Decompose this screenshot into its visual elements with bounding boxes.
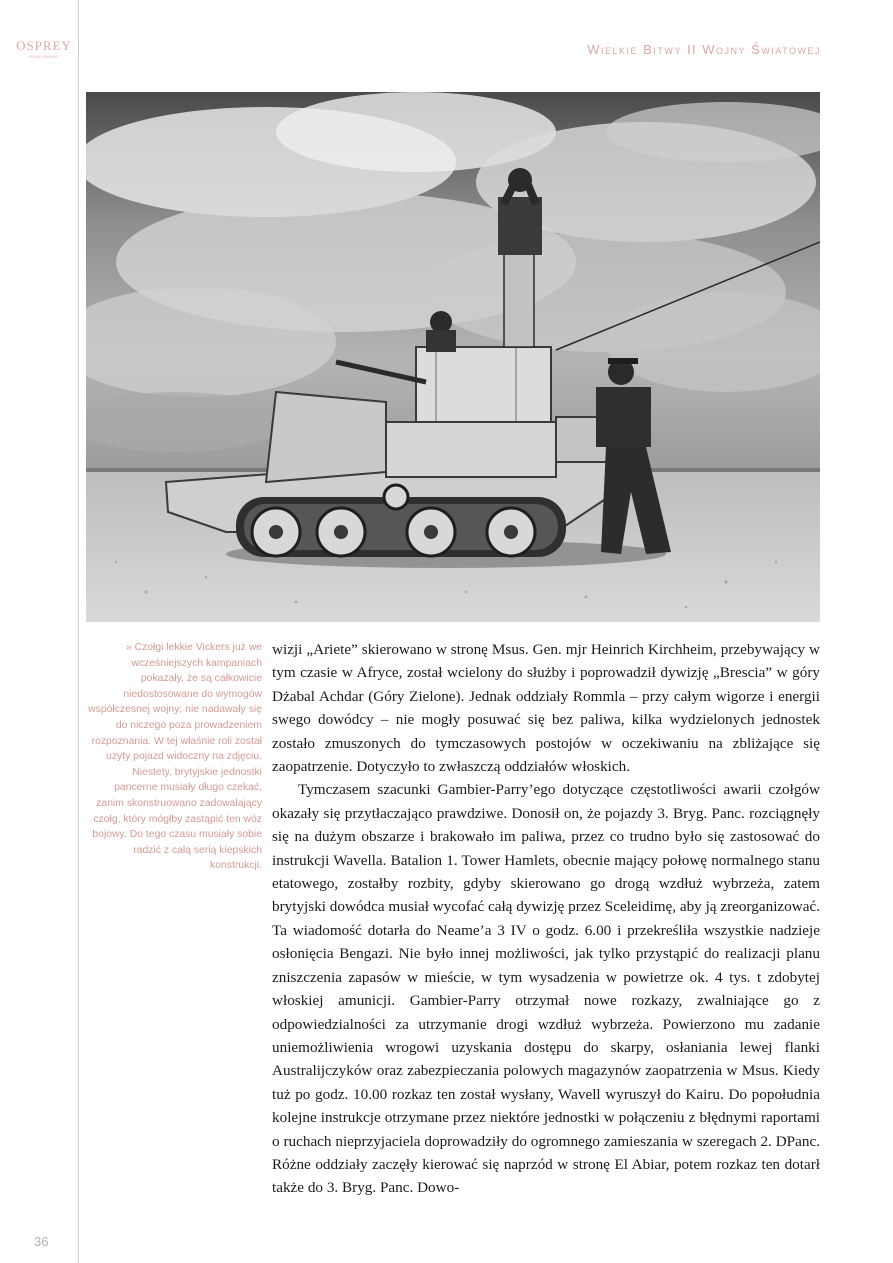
logo-wordmark: OSPREY [16, 38, 72, 53]
desert-tank-photo [86, 92, 820, 622]
article-body [272, 638, 820, 1200]
paragraph: wizji „Ariete” skierowano w stronę Msus. Gen. mjr Heinrich Kirchheim, przebywający w tym czasie w Afryce, został wcielony do służby i poprowadził dywizję „Brescia” w góry Dżabal Achdar (Góry Zielone). Jednak oddziały Rommla – przy całym wigorze i energii swego dowódcy – nie mogły posuwać się bez paliwa, kilka wydzielonych jednostek zostało zmuszonych do tymczasowych postojów w oczekiwaniu na zbliżające się zaopatrzenie. Dotyczyło to zwłaszczą oddziałów włoskich. [272, 641, 820, 776]
paragraph: Tymczasem szacunki Gambier-Parry’ego dotyczące częstotliwości awarii czołgów okazały się przytłaczająco prawdziwe. Donosił on, że pojazdy 3. Bryg. Panc. rozciągnęły się na dużym obszarze i brakowało im paliwa, przez co trudno było się zastosować do instrukcji Wavella. Batalion 1. Tower Hamlets, obecnie mający połowę normalnego stanu etatowego, zostałby rozbity, gdyby skierowano go drogą wzdłuż wybrzeża, zatem brytyjski dowódca musiał wycofać całą dywizję przez Sceleidimę, aby ją zreorganizować. Ta wiadomość dotarła do Neame’a 3 IV o godz. 6.00 i przekreśliła wszystkie nadzieje osłonięcia Bengazi. Nie było innej możliwości, jak tylko przystąpić do realizacji planu zniszczenia zapasów w mieście, w tym wysadzenia w powietrze ok. 4 tys. t zdobytej włoskiej amunicji. Gambier-Parry otrzymał nowe rozkazy, zwalniające go z odpowiedzialności za utrzymanie drogi wzdłuż wybrzeża. Powierzono mu zadanie uniemożliwienia wrogowi uzyskania dostępu do skarpy, osłaniania lewej flanki Australijczyków oraz zabezpieczania polowych magazynów zaopatrzenia w Msus. Kiedy tuż po godz. 10.00 rozkaz ten został wysłany, Wavell wyruszył do Kairu. Do popołudnia kolejne instrukcje otrzymane przez niektóre jednostki w połączeniu z błędnymi raportami o ruchach nieprzyjaciela doprowadziły do ogromnego zamieszania w szeregach 2. DPanc. Różne oddziały zaczęły kierować się naprzód w stronę El Abiar, potem rozkaz ten dotarł także do 3. Bryg. Panc. Dowo- [272, 781, 820, 1197]
margin-rule [78, 0, 79, 1263]
photo-caption [88, 640, 262, 874]
series-title: Wielkie Bitwy II Wojny Światowej [587, 42, 821, 57]
caption-marker: » [125, 642, 132, 653]
publisher-logo [14, 38, 74, 59]
logo-subtitle: PUBLISHING [29, 54, 59, 59]
caption-text: Czołgi lekkie Vickers już we wcześniejszych kampaniach pokazały, że są całkowicie niedostosowane do wymogów współczesnej wojny; nie nadawały się do niczego poza prowadzeniem rozpoznania. W tej właśnie roli został użyty pojazd widoczny na zdjęciu. Niestety, brytyjskie jednostki pancerne musiały długo czekać, zanim skonstruowano zadowalający czołg, który mógłby zastąpić ten wóz bojowy. Do tego czasu musiały sobie radzić z całą serią kiepskich konstrukcji. [88, 642, 262, 872]
page-number: 36 [34, 1234, 49, 1249]
photo-illustration [86, 92, 820, 622]
